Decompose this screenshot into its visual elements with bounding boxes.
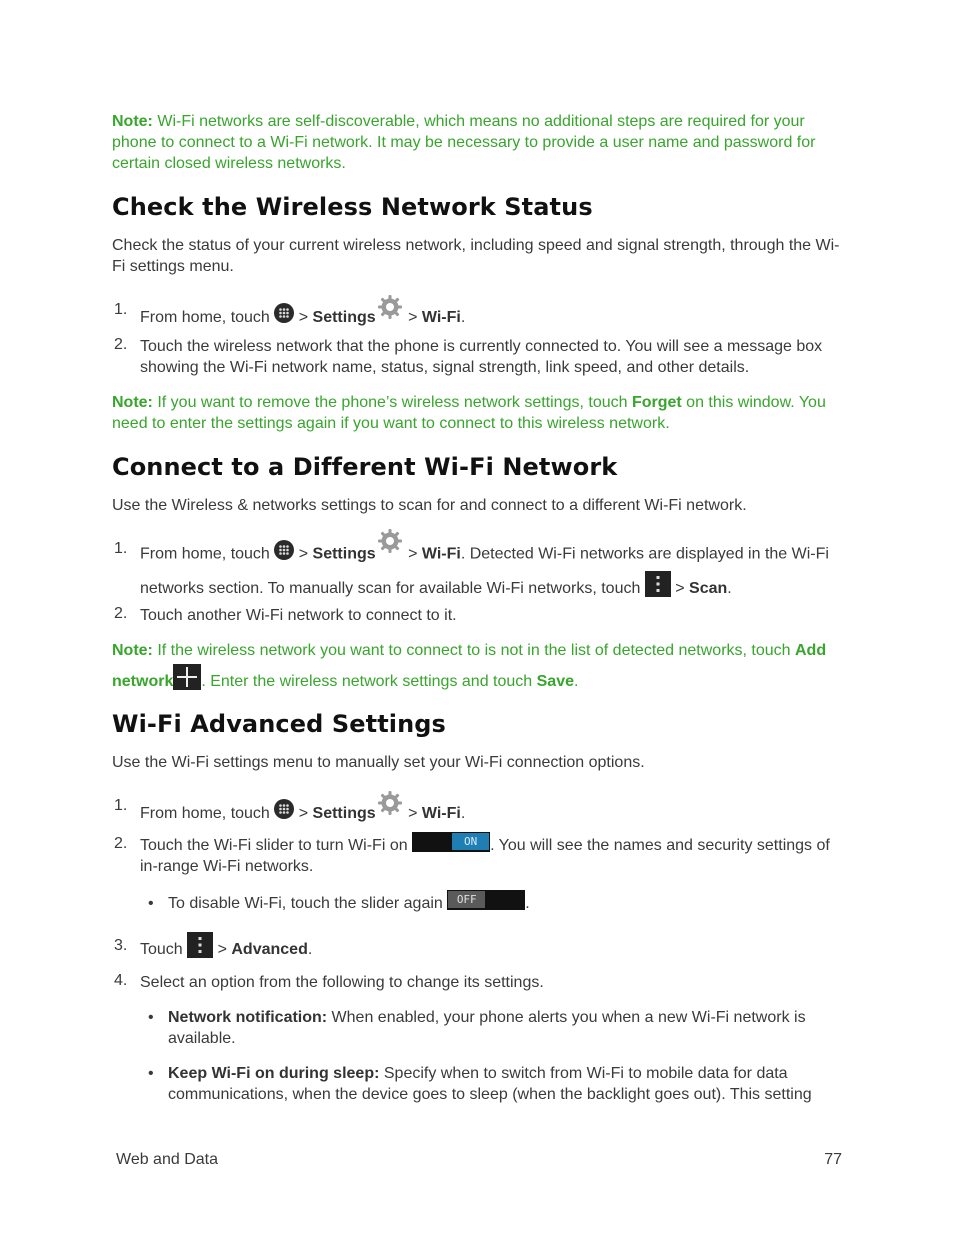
step-text: Touch the wireless network that the phone is currently connected to. You will see a message box showing the Wi-Fi network name, status, signal strength, link speed, and other details. [140,338,823,376]
intro-wifi-advanced: Use the Wi-Fi settings menu to manually set your Wi-Fi connection options. [112,754,645,771]
step-number: 1. [114,540,128,557]
gear-icon [376,789,404,823]
step-number: 2. [114,835,128,852]
footer-section-name: Web and Data [116,1151,218,1168]
note-forget: Note: If you want to remove the phone’s wireless network settings, touch Forget on this window. You need to enter the settings again if you want to connect to this wireless network. [112,394,826,432]
menu-icon [645,571,671,597]
step-number: 1. [114,797,128,814]
save-label: Save [536,673,574,690]
gear-icon [376,293,404,327]
heading-wifi-advanced: Wi-Fi Advanced Settings [112,710,446,738]
note-label: Note: [112,394,153,411]
wifi-slider-off-icon [447,890,525,910]
step-text: From home, touch [140,309,275,327]
manual-page: Note: Wi-Fi networks are self-discoverable, which means no additional steps are required for your phone to connect to a Wi-Fi network. It may be necessary to provide a user name and password for certain closed wireless networks. Check the Wireless Network Status Check the status of your current wireless network, including speed and signal strength, through the Wi-Fi settings menu. 1. From home, touch > Settings > Wi-Fi. 2. Touch the wireless network that the phone is currently connected to. You will see a message box showing the Wi-Fi network name, status, signal strength, link speed, and other details. Note: If you want to remove the phone’s wireless network settings, touch Forget on this window. You need to enter the settings again if you want to connect to this wireless network. Connect to a Different Wi-Fi Network Use the Wireless & networks settings to scan for and connect to a different Wi-Fi network. 1. From home, touch > Settings > Wi-Fi. Detected Wi-Fi networks are displayed in the Wi-Fi networks section. To manually scan for available Wi-Fi networks, touch > Scan. 2. Touch another Wi-Fi network to connect to it. Note: If the wireless network you want to connect to is not in the list of detected networks, touch Add network . Enter the wireless network settings and touch Save. Wi-Fi Advanced Settings Use the Wi-Fi settings menu to manually set your Wi-Fi connection options. 1. From home, touch > Settings > Wi-Fi. 2. Touch the Wi-Fi slider to turn Wi-Fi on ON . You will see the names and security settings of in-range Wi-Fi networks. • To disable Wi-Fi, touch the slider again OFF . 3. Touch > Advanced. 4. Select an option from the following to change its settings. • Network notification: When enabled, your phone alerts you when a new Wi-Fi network is available. • Keep Wi-Fi on during sleep: Specify when to switch from Wi-Fi to mobile data for data communications, when the device goes to sleep (when the backlight goes out). This setting Web and Data 77 [112,113,842,1168]
step-text: Touch another Wi-Fi network to connect to it. [140,607,457,624]
add-network-label: Add network [112,642,827,690]
step-number: 2. [114,336,128,353]
settings-label: Settings [312,309,376,327]
note-text: Wi-Fi networks are self-discoverable, which means no additional steps are required for your phone to connect to a Wi-Fi network. It may be necessary to provide a user name and password for certain closed wireless networks. [112,113,816,172]
wifi-label: Wi-Fi [421,309,461,327]
apps-icon [274,540,294,560]
heading-check-status: Check the Wireless Network Status [112,193,593,221]
note-label: Note: [112,642,153,659]
bullet-label: Network notification: [168,1009,328,1026]
slider-on-label: ON [452,833,489,850]
step-number: 1. [114,301,128,318]
menu-icon [187,932,213,958]
settings-label: Settings [312,545,376,563]
apps-icon [274,799,294,819]
heading-connect-different: Connect to a Different Wi-Fi Network [112,453,618,481]
step-number: 4. [114,972,128,989]
intro-check-status: Check the status of your current wireless network, including speed and signal strength, through the Wi-Fi settings menu. [112,237,840,275]
footer-page-number: 77 [824,1151,842,1168]
intro-connect-different: Use the Wireless & networks settings to scan for and connect to a different Wi-Fi network. [112,497,747,514]
step-number: 3. [114,937,128,954]
scan-label: Scan [689,580,728,597]
gear-icon [376,527,404,566]
note-self-discoverable [112,111,842,174]
wifi-label: Wi-Fi [421,545,461,563]
wifi-slider-on-icon [412,832,490,852]
wifi-label: Wi-Fi [421,805,461,823]
slider-off-label: OFF [448,891,485,908]
advanced-label: Advanced [231,941,308,959]
forget-label: Forget [631,394,682,411]
bullet-label: Keep Wi-Fi on during sleep: [168,1065,380,1082]
plus-icon [173,664,201,690]
step-number: 2. [114,605,128,622]
apps-icon [274,303,294,323]
step-text: Select an option from the following to change its settings. [140,974,544,991]
note-label: Note: [112,113,153,130]
settings-label: Settings [312,805,376,823]
note-add-network: Note: If the wireless network you want to connect to is not in the list of detected networks, touch Add network . Enter the wireless network settings and touch Save. [112,642,827,690]
